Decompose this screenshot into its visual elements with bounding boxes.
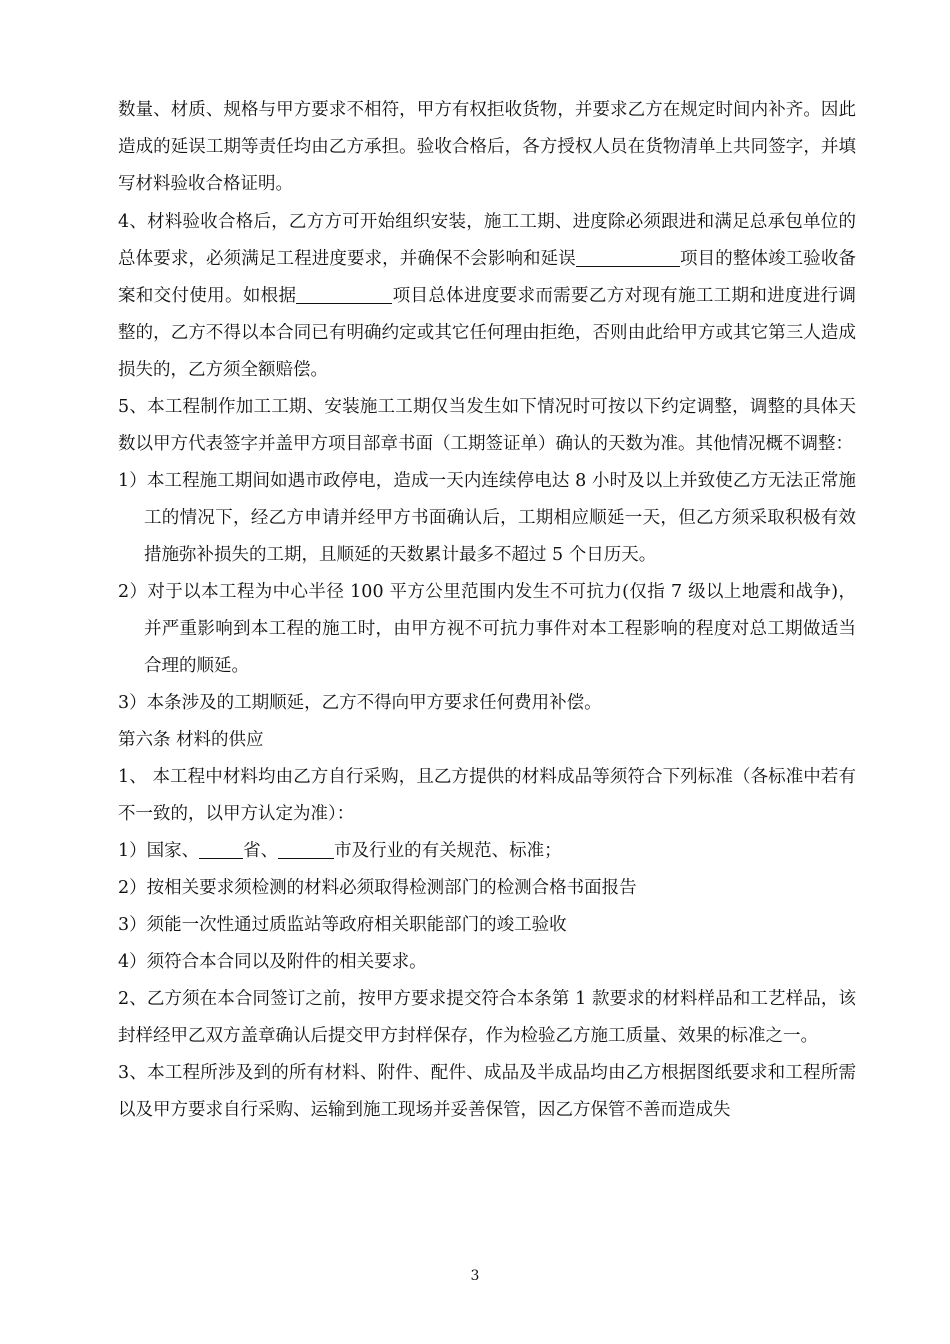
article-6-paragraph-2: 2、乙方须在本合同签订之前，按甲方要求提交符合本条第 1 款要求的材料样品和工艺样品，该封样经甲乙双方盖章确认后提交甲方封样保存，作为检验乙方施工质量、效果的标准之一。 — [118, 989, 856, 1046]
province-blank — [199, 840, 243, 859]
document-page — [118, 92, 856, 1129]
paragraph-clause-4 — [118, 204, 856, 389]
article-6-paragraph-3: 3、本工程所涉及到的所有材料、附件、配件、成品及半成品均由乙方根据图纸要求和工程所需以及甲方要求自行采购、运输到施工现场并妥善保管，因乙方保管不善而造成失 — [118, 1063, 856, 1120]
article-6-heading: 第六条 材料的供应 — [118, 730, 264, 750]
project-name-blank-2 — [296, 285, 392, 304]
project-name-blank — [576, 248, 680, 267]
paragraph-acceptance: 数量、材质、规格与甲方要求不相符，甲方有权拒收货物，并要求乙方在规定时间内补齐。因此造成的延误工期等责任均由乙方承担。验收合格后，各方授权人员在货物清单上共同签字，并填写材料验收合格证明。 — [118, 100, 856, 194]
clause-4-text-c: 项目总体进度要求而需要乙方对现有施工工期和进度进行调整的，乙方不得以本合同已有明确约定或其它任何理由拒绝，否则由此给甲方或其它第三人造成损失的，乙方须全额赔偿。 — [118, 286, 857, 380]
article-6-item-2: 2）按相关要求须检测的材料必须取得检测部门的检测合格书面报告 — [118, 878, 637, 898]
item-1-text-b: 省、 — [243, 841, 279, 861]
item-1-text-a: 1）国家、 — [118, 841, 200, 861]
paragraph-clause-5: 5、本工程制作加工工期、安装施工工期仅当发生如下情况时可按以下约定调整，调整的具体天数以甲方代表签字并盖甲方项目部章书面（工期签证单）确认的天数为准。其他情况概不调整： — [118, 397, 856, 454]
article-6-item-3: 3）须能一次性通过质监站等政府相关职能部门的竣工验收 — [118, 915, 567, 935]
city-blank — [278, 840, 334, 859]
clause-5-item-1: 1）本工程施工期间如遇市政停电，造成一天内连续停电达 8 小时及以上并致使乙方无法正常施工的情况下，经乙方申请并经甲方书面确认后，工期相应顺延一天，但乙方须采取积极有效措施弥补损失的工期，且顺延的天数累计最多不超过 5 个日历天。 — [118, 471, 856, 565]
clause-5-item-2: 2）对于以本工程为中心半径 100 平方公里范围内发生不可抗力(仅指 7 级以上地震和战争)，并严重影响到本工程的施工时，由甲方视不可抗力事件对本工程影响的程度对总工期做适当合理的顺延。 — [118, 582, 856, 676]
clause-5-item-3: 3）本条涉及的工期顺延，乙方不得向甲方要求任何费用补偿。 — [118, 693, 602, 713]
item-1-text-c: 市及行业的有关规范、标准； — [334, 841, 562, 861]
page-number: 3 — [470, 1268, 480, 1284]
clause-4-text-a: 4、材料验收合格后，乙方方可开始组织安装，施工工期、进度除必须跟进和满足总承包单位的总体要求，必须满足工程进度要求，并确保不会影响和延误 — [118, 212, 856, 269]
article-6-paragraph-1: 1、 本工程中材料均由乙方自行采购，且乙方提供的材料成品等须符合下列标准（各标准中若有不一致的，以甲方认定为准）： — [118, 767, 856, 824]
clause-4-text-b: 项目的整体竣工验收备案和交付使用。如根据 — [118, 249, 857, 306]
article-6-item-4: 4）须符合本合同以及附件的相关要求。 — [118, 952, 427, 972]
article-6-item-1 — [118, 833, 856, 870]
